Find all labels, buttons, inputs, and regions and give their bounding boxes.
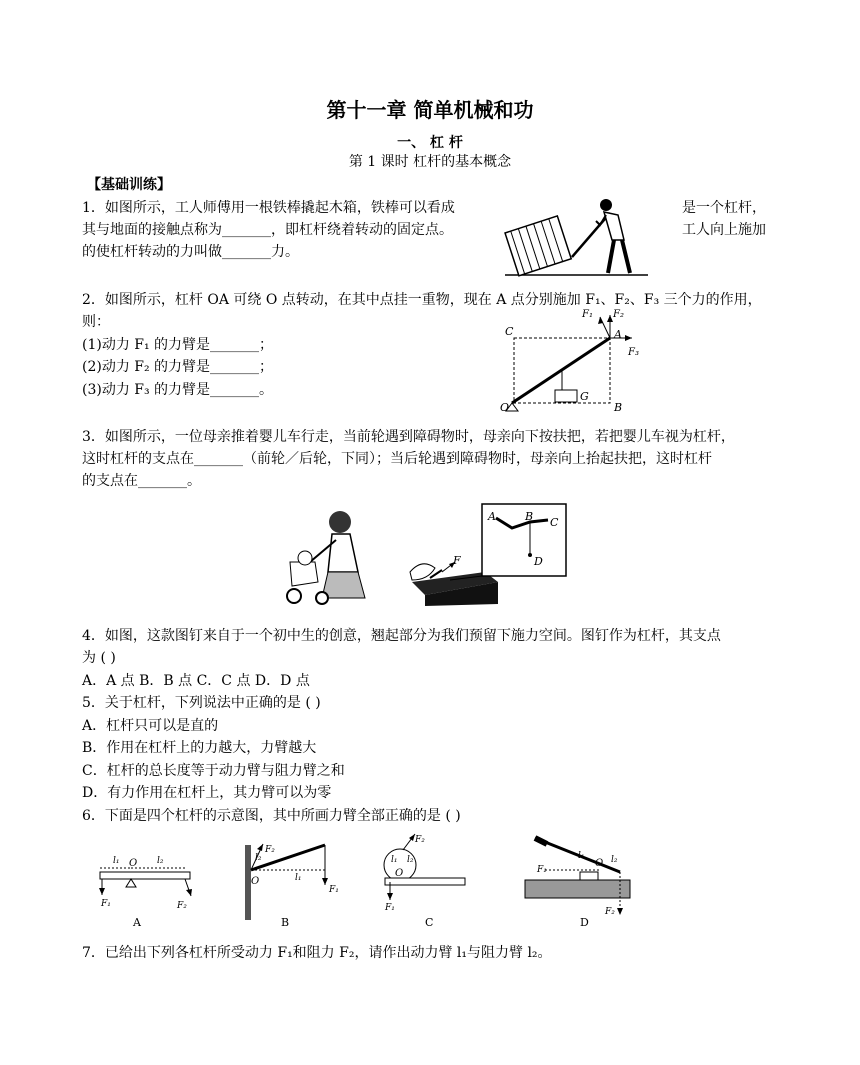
label-a: A (488, 510, 496, 523)
svg-text:O: O (251, 876, 260, 887)
section-heading: 【基础训练】 (87, 177, 171, 193)
lever-c-label: C (425, 916, 434, 929)
svg-text:F₂: F₂ (177, 901, 187, 911)
label-d: D (534, 555, 543, 568)
q2-option1: (1)动力 F₁ 的力臂是_______； (82, 337, 274, 353)
q1-line2b: 工人向上施加 (682, 222, 766, 238)
svg-text:l₂: l₂ (157, 856, 164, 866)
q5-option-a: A．杠杆只可以是直的 (82, 718, 219, 734)
mother-stroller-figure (270, 500, 385, 610)
label-b: B (525, 510, 534, 523)
label-f1: F₁ (582, 309, 593, 320)
svg-text:O: O (595, 858, 604, 869)
svg-text:F₂: F₂ (415, 835, 425, 845)
q5-option-d: D．有力作用在杠杆上，其力臂可以为零 (82, 785, 332, 801)
q3-line3: 的支点在_______。 (82, 473, 201, 489)
svg-text:F₂: F₂ (265, 845, 275, 855)
q1-line1b: 是一个杠杆， (682, 200, 766, 216)
label-g: G (580, 390, 589, 403)
lever-oa-figure (500, 305, 650, 415)
svg-text:l₁: l₁ (295, 873, 302, 883)
q3-line2: 这时杠杆的支点在_______（前轮／后轮，下同）；当后轮遇到障碍物时，母亲向上抬起扶把，这时杠杆 (82, 451, 712, 467)
four-levers-figure (85, 830, 645, 930)
q4-line2: 为 ( ) (82, 650, 116, 666)
q2-option3: (3)动力 F₃ 的力臂是_______。 (82, 382, 274, 398)
chapter-title: 第十一章 简单机械和功 (326, 98, 534, 122)
label-o: O (500, 401, 510, 414)
label-a: A (614, 328, 622, 341)
q5-option-b: B．作用在杠杆上的力越大，力臂越大 (82, 740, 317, 756)
q7-line1: 7．已给出下列各杠杆所受动力 F₁和阻力 F₂，请作出动力臂 l₁与阻力臂 l₂。 (82, 945, 552, 961)
section-title: 一、 杠 杆 (397, 135, 463, 151)
q4-line1: 4．如图，这款图钉来自于一个初中生的创意，翘起部分为我们预留下施力空间。图钉作为杠杆，其支点 (82, 628, 721, 644)
q6-line1: 6．下面是四个杠杆的示意图，其中所画力臂全部正确的是 ( ) (82, 808, 461, 824)
q1-line3: 的使杠杆转动的力叫做_______力。 (82, 244, 299, 260)
svg-text:O: O (395, 868, 404, 879)
thumbtack-figure (400, 500, 570, 610)
q5-option-c: C．杠杆的总长度等于动力臂与阻力臂之和 (82, 763, 345, 779)
svg-text:l₁: l₁ (391, 855, 398, 865)
q1-line2a: 其与地面的接触点称为_______，即杠杆绕着转动的固定点。 (82, 222, 453, 238)
lever-a-label: A (133, 916, 141, 929)
svg-text:O: O (129, 858, 138, 869)
svg-text:l₂: l₂ (407, 855, 414, 865)
lever-a (99, 856, 192, 929)
lever-b (245, 844, 339, 929)
worker-crowbar-figure (500, 195, 650, 280)
q4-options: A．A 点 B．B 点 C．C 点 D．D 点 (82, 673, 310, 689)
svg-text:l₂: l₂ (611, 855, 618, 865)
lever-b-label: B (281, 916, 290, 929)
q1-line1a: 1．如图所示，工人师傅用一根铁棒撬起木箱，铁棒可以看成 (82, 200, 455, 216)
label-c: C (505, 325, 514, 338)
svg-text:F₁: F₁ (101, 899, 111, 909)
q5-line1: 5．关于杠杆，下列说法中正确的是 ( ) (82, 695, 321, 711)
lever-d-label: D (580, 916, 589, 929)
svg-text:l₁: l₁ (578, 851, 585, 861)
svg-text:l₂: l₂ (255, 853, 262, 863)
q2-line1: 2．如图所示，杠杆 OA 可绕 O 点转动，在其中点挂一重物，现在 A 点分别施加 F₁、F₂、F₃ 三个力的作用， (82, 292, 762, 308)
svg-text:F₁: F₁ (537, 865, 547, 875)
q2-line2: 则： (82, 314, 110, 330)
label-c: C (550, 516, 559, 529)
label-f: F (453, 554, 461, 567)
svg-text:F₁: F₁ (329, 885, 339, 895)
q2-option2: (2)动力 F₂ 的力臂是_______； (82, 359, 274, 375)
q3-line1: 3．如图所示，一位母亲推着婴儿车行走，当前轮遇到障碍物时，母亲向下按扶把，若把婴儿车视为杠杆， (82, 429, 735, 445)
svg-text:F₁: F₁ (385, 903, 395, 913)
label-f2: F₂ (613, 309, 624, 320)
label-b: B (614, 401, 623, 414)
svg-text:F₂: F₂ (605, 907, 615, 917)
lesson-title: 第 1 课时 杠杆的基本概念 (348, 154, 512, 170)
lever-d (525, 838, 630, 929)
lever-c (384, 834, 465, 929)
svg-text:l₁: l₁ (113, 856, 120, 866)
label-f3: F₃ (628, 347, 639, 358)
